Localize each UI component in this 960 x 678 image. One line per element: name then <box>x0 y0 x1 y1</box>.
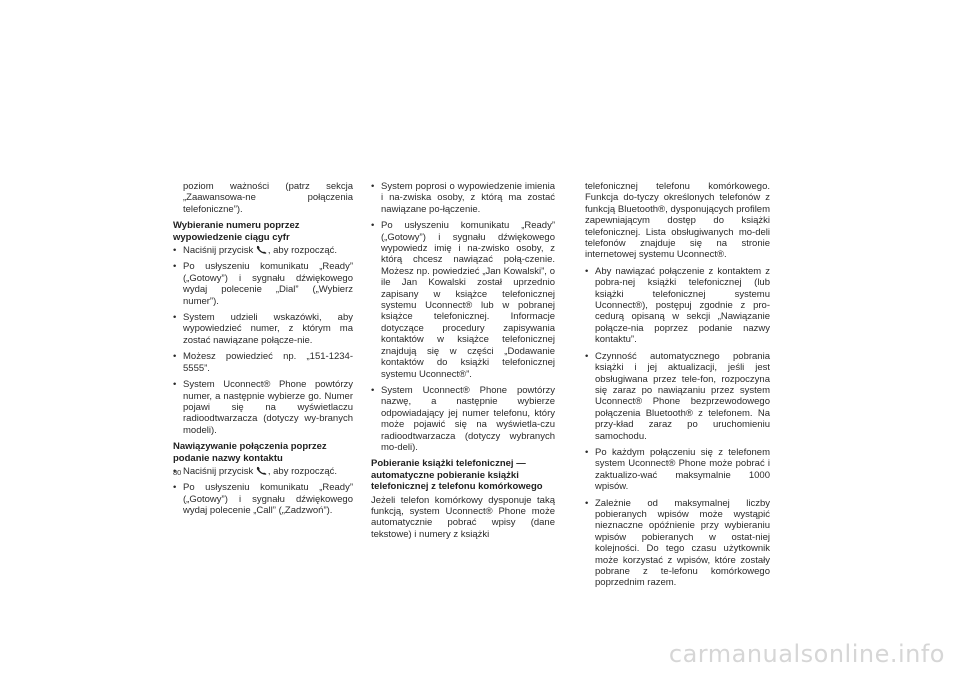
list-item-text: Naciśnij przycisk <box>183 465 254 477</box>
list-item: • System Uconnect® Phone powtórzy nazwę, a następnie wybierze odpowiadający jej numer telefonu, który może pojawić się na wyświetla-czu radioodtwarzacza (dotyczy wybranych mo-deli). <box>371 385 555 453</box>
section-heading-phonebook-download: Pobieranie książki telefonicznej — automatyczne pobieranie książki telefonicznej z telefonu komórkowego <box>371 458 543 493</box>
column-left <box>173 181 353 522</box>
body-paragraph: Jeżeli telefon komórkowy dysponuje taką funkcją, system Uconnect® Phone może automatycznie pobrać wpisy (dane tekstowe) i numery z książki <box>371 494 555 540</box>
list-item: • Czynność automatycznego pobrania książki i jej aktualizacji, jeśli jest obsługiwana przez tele-fon, rozpoczyna się zaraz po nawiązaniu przez system Uconnect® Phone bezprzewodowego połączenia Bluetooth® z telefonem. Na przy-kład zaraz po uruchomieniu samochodu. <box>585 351 770 442</box>
column-right <box>585 181 770 594</box>
list-item-text: , aby rozpocząć. <box>267 245 338 257</box>
phone-handset-icon <box>256 466 268 475</box>
body-paragraph: telefonicznej telefonu komórkowego. Funkcja do-tyczy określonych telefonów z funkcją Bluetooth®, dysponujących profilem zapewniającym dostęp do książki telefonicznej. Lista obsługiwanych mo-deli telefonów znajduje się na stronie internetowej systemu Uconnect®. <box>585 181 770 261</box>
list-item: • Aby nawiązać połączenie z kontaktem z pobra-nej książki telefonicznej (lub książki telefonicznej systemu Uconnect®), postępuj zgodnie z pro-cedurą opisaną w sekcji „Nawiązanie połącze-nia poprzez podanie nazwy kontaktu”. <box>585 266 770 346</box>
list-item: • System poprosi o wypowiedzenie imienia i na-zwiska osoby, z którą ma zostać nawiązane po-łączenie. <box>371 181 555 215</box>
list-item-text: , aby rozpocząć. <box>267 465 338 477</box>
list-item: • Zależnie od maksymalnej liczby pobieranych wpisów może wystąpić nieznaczne opóźnienie przy wybieraniu wpisów pobieranych w ostat-niej kolejności. Do tego czasu użytkownik może korzystać z wpisów, które zostały pobrane z te-lefonu komórkowego poprzednim razem. <box>585 498 770 589</box>
list-item <box>173 245 353 256</box>
list-item: • Po usłyszeniu komunikatu „Ready” („Gotowy”) i sygnału dźwiękowego wydaj polecenie „Dial” („Wybierz numer”). <box>173 261 353 307</box>
list-item <box>173 466 353 477</box>
list-item: • Po usłyszeniu komunikatu „Ready” („Gotowy”) i sygnału dźwiękowego wypowiedz imię i na-zwisko osoby, z którą chcesz nawiązać połą-czenie. Możesz np. powiedzieć „Jan Kowalski”, o ile Jan Kowalski został uprzednio zapisany w książce telefonicznej systemu Uconnect® lub w pobranej książce telefonicznej. Informacje dotyczące procedury zapisywania kontaktów w książce telefonicznej znajdują się w części „Dodawanie kontaktów do książki telefonicznej systemu Uconnect®”. <box>371 220 555 380</box>
list-item: • System Uconnect® Phone powtórzy numer, a następnie wybierze go. Numer pojawi się na wyświetlaczu radioodtwarzacza (dotyczy wy-branych modeli). <box>173 379 353 436</box>
section-heading-dial-digits: Wybieranie numeru poprzez wypowiedzenie ciągu cyfr <box>173 220 300 243</box>
list-item: • Po każdym połączeniu się z telefonem system Uconnect® Phone może pobrać i zaktualizo-wać maksymalnie 1000 wpisów. <box>585 447 770 493</box>
list-item: • Możesz powiedzieć np. „151-1234-5555”. <box>173 351 353 374</box>
list-item: • System udzieli wskazówki, aby wypowiedzieć numer, z którym ma zostać nawiązane połącze-nie. <box>173 312 353 346</box>
watermark: carmanualsonline.info <box>668 640 945 668</box>
section-heading-call-contact: Nawiązywanie połączenia poprzez podanie nazwy kontaktu <box>173 441 327 464</box>
list-item-text: Naciśnij przycisk <box>183 245 254 257</box>
list-item: • Po usłyszeniu komunikatu „Ready” („Gotowy”) i sygnału dźwiękowego wydaj polecenie „Call” („Zadzwoń”). <box>173 482 353 516</box>
phone-handset-icon <box>256 245 268 254</box>
column-middle <box>371 181 555 545</box>
page-number: 80 <box>173 468 182 477</box>
intro-paragraph: poziom ważności (patrz sekcja „Zaawansowa-ne połączenia telefoniczne”). <box>183 181 353 215</box>
